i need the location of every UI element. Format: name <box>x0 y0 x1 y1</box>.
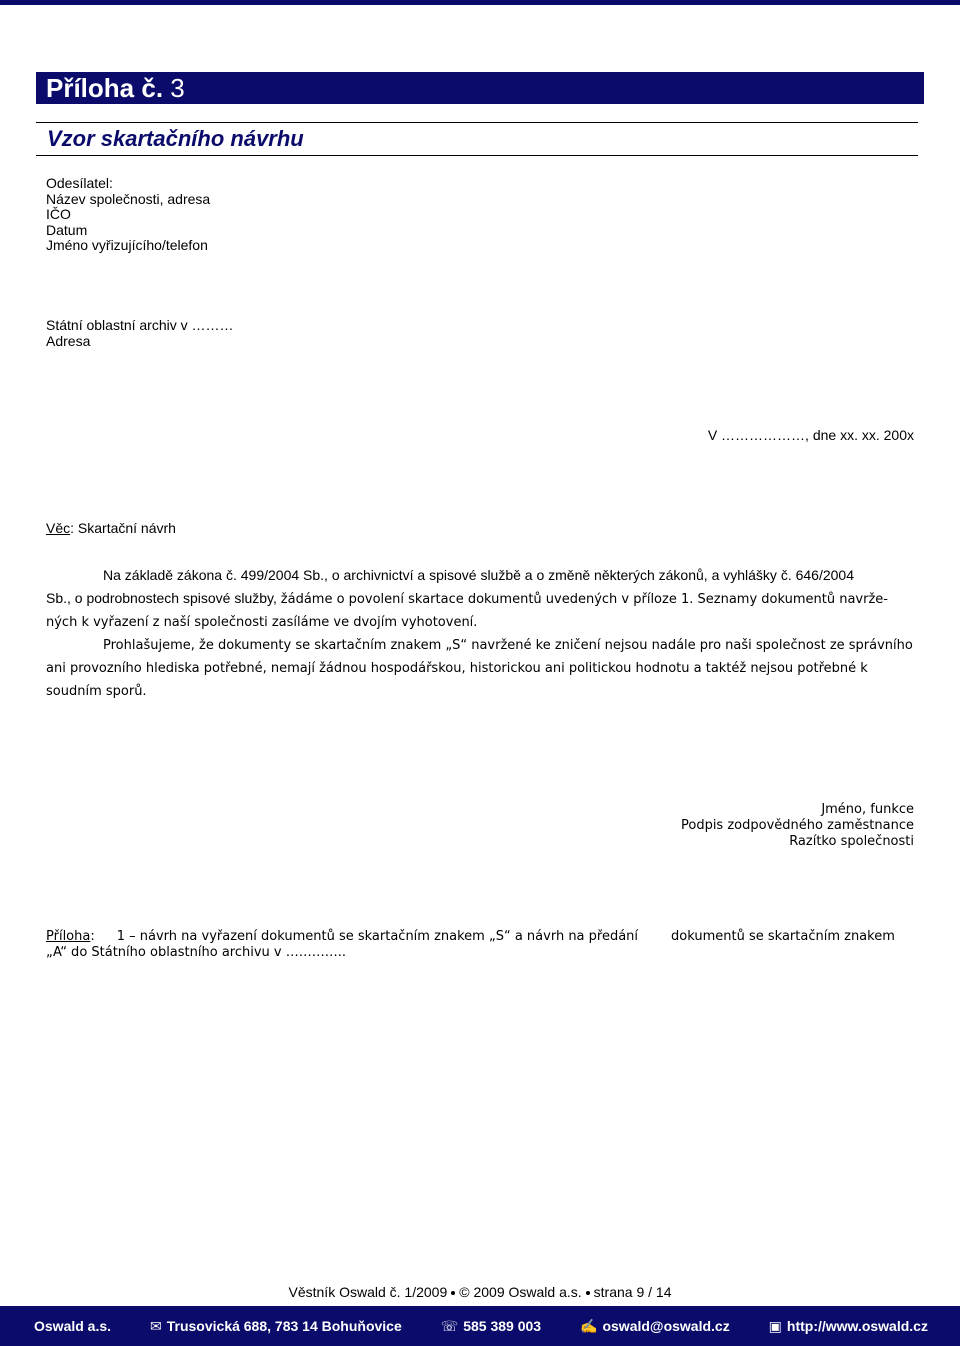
page-number: strana 9 / 14 <box>593 1284 672 1300</box>
body-line: ných k vyřazení z naší společnosti zasíláme ve dvojím vyhotovení. <box>46 615 478 630</box>
attachment-text: dokumentů se skartačním znakem <box>671 929 895 944</box>
signature-line: Podpis zodpovědného zaměstnance <box>680 818 914 833</box>
footer-info <box>0 1284 960 1300</box>
website-link[interactable]: ▣ http://www.oswald.cz <box>768 1317 928 1334</box>
body-line <box>46 587 916 611</box>
sender-block <box>46 176 210 254</box>
title-rule-top <box>36 122 918 123</box>
bullet-icon <box>586 1291 590 1295</box>
sender-line: Datum <box>46 221 88 238</box>
attachment-block <box>46 929 895 961</box>
copyright: © 2009 Oswald a.s. <box>459 1284 582 1300</box>
attachment-label: Příloha <box>46 929 91 944</box>
body-paragraph-1 <box>46 564 916 634</box>
email-icon: ✍ <box>580 1317 598 1334</box>
attachment-text: 1 – návrh na vyřazení dokumentů se skartačním znakem „S“ a návrh na předání <box>116 929 639 944</box>
subject-line <box>46 520 176 536</box>
subject-prefix: Věc <box>46 520 71 536</box>
recipient-line: Státní oblastní archiv v ……… <box>46 317 234 333</box>
page-title: Vzor skartačního návrhu <box>47 126 304 151</box>
recipient-line: Adresa <box>46 332 91 349</box>
signature-line: Jméno, funkce <box>821 802 914 817</box>
address: ✉ Trusovická 688, 783 14 Bohuňovice <box>150 1317 402 1334</box>
computer-icon: ▣ <box>768 1317 782 1334</box>
attachment-line: „A“ do Státního oblastního archivu v ………….. <box>46 945 346 960</box>
title-rule-bottom <box>36 155 918 156</box>
footer-contact-bar <box>0 1306 960 1346</box>
sender-line: IČO <box>46 206 71 223</box>
recipient-block <box>46 318 234 349</box>
appendix-number: 3 <box>170 73 185 103</box>
body-fragment: žádáme o povolení skartace dokumentů uvedených v příloze 1. Seznamy dokumentů navrže- <box>280 592 888 607</box>
attachment-line <box>46 929 895 945</box>
top-border <box>0 0 960 5</box>
signature-block <box>681 802 914 850</box>
body-paragraph-2 <box>46 634 916 703</box>
body-text: Prohlašujeme, že dokumenty se skartačním znakem „S“ navržené ke zničení nejsou nadále pro naši společnost ze správního ani provozního hlediska potřebné, nemají žádnou hospodářskou, historickou ani politickou hodnotu a taktéž nejsou potřebné k soudním sporů. <box>46 638 913 699</box>
envelope-icon: ✉ <box>150 1317 162 1334</box>
sender-line: Odesílatel: <box>46 175 113 191</box>
email-link[interactable]: ✍ oswald@oswald.cz <box>580 1317 730 1334</box>
bullet-icon <box>451 1291 455 1295</box>
subject-text: : Skartační návrh <box>70 520 176 536</box>
body-line: Na základě zákona č. 499/2004 Sb., o archivnictví a spisové službě a o změně některých zákonů, a vyhlášky č. 646/2004 <box>103 567 854 583</box>
company-name: Oswald a.s. <box>34 1318 112 1334</box>
phone-icon: ☏ <box>440 1317 459 1334</box>
appendix-label: Příloha č. <box>46 73 164 103</box>
journal-name: Věstník Oswald č. 1/2009 <box>288 1284 448 1300</box>
attachment-colon: : <box>90 929 95 944</box>
date-line: V ………………, dne xx. xx. 200x <box>707 427 914 443</box>
signature-line: Razítko společnosti <box>789 834 914 849</box>
body-fragment: Sb., o podrobnostech spisové služby, <box>46 590 281 606</box>
sender-line: Jméno vyřizujícího/telefon <box>46 237 208 254</box>
sender-line: Název společnosti, adresa <box>46 190 211 207</box>
appendix-heading <box>36 72 924 104</box>
phone: ☏ 585 389 003 <box>440 1317 542 1334</box>
